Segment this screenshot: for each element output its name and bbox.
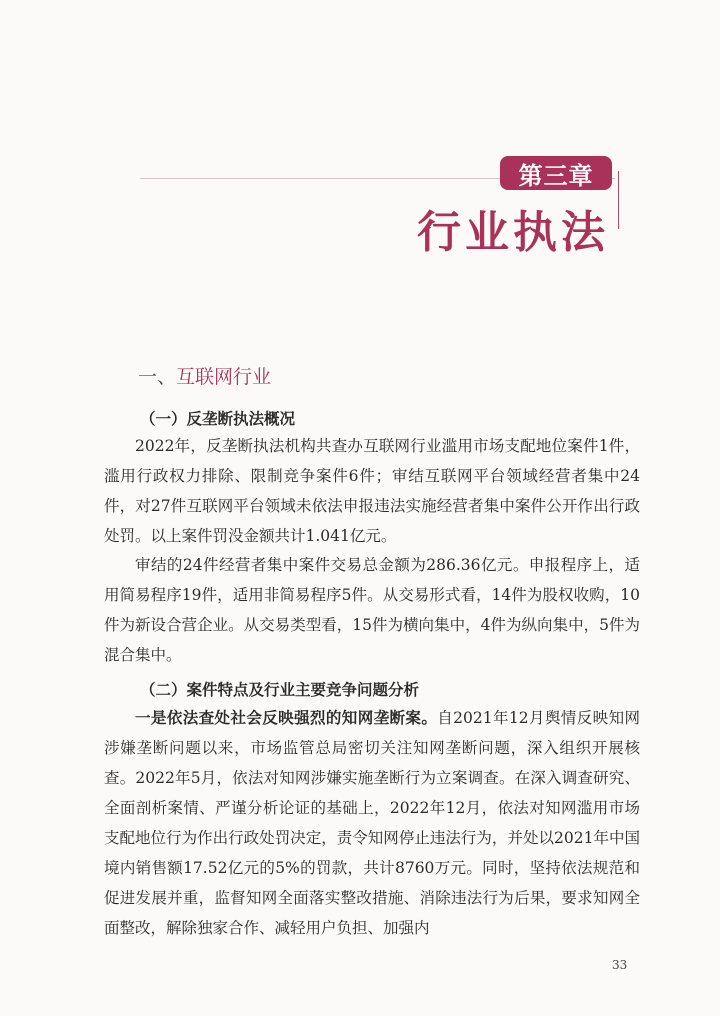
chapter-number: 第三章 bbox=[518, 161, 594, 190]
subsection-heading-2: （二）案件特点及行业主要竞争问题分析 bbox=[140, 681, 420, 699]
section-number: 一、 bbox=[138, 366, 177, 388]
body-paragraph-1: 2022年，反垄断执法机构共查办互联网行业滥用市场支配地位案件1件，滥用行政权力排除、限制竞争案件6件；审结互联网平台领域经营者集中24件，对27件互联网平台领域未依法申报违法实施经营者集中案件公开作出行政处罚。以上案件罚没金额共计1.041亿元。 bbox=[104, 437, 640, 545]
paragraph-lead: 一是依法查处社会反映强烈的知网垄断案。 bbox=[135, 708, 438, 727]
section-heading bbox=[138, 362, 271, 389]
page-number: 33 bbox=[612, 958, 628, 972]
chapter-title: 行业执法 bbox=[417, 207, 609, 258]
subsection-heading-1: （一）反垄断执法概况 bbox=[140, 410, 296, 428]
chapter-badge bbox=[500, 156, 612, 190]
chapter-vertical-line bbox=[618, 171, 619, 229]
paragraph-body: 自2021年12月舆情反映知网涉嫌垄断问题以来，市场监管总局密切关注知网垄断问题，深入组织开展核查。2022年5月，依法对知网涉嫌实施垄断行为立案调查。在深入调查研究、全面剖析案情、严谨分析论证的基础上，2022年12月，依法对知网滥用市场支配地位行为作出行政处罚决定，责令知网停止违法行为，并处以2021年中国境内销售额17.52亿元的5%的罚款，共计8760万元。同时，坚持依法规范和促进发展并重，监督知网全面落实整改措施、消除违法行为后果，要求知网全面整改，解除独家合作、减轻用户负担、加强内 bbox=[104, 709, 640, 937]
body-paragraph-2: 审结的24件经营者集中案件交易总金额为286.36亿元。申报程序上，适用简易程序19件，适用非简易程序5件。从交易形式看，14件为股权收购，10件为新设合营企业。从交易类型看，15件为横向集中，4件为纵向集中，5件为混合集中。 bbox=[104, 556, 640, 664]
section-title: 互联网行业 bbox=[176, 366, 272, 388]
body-paragraph-3 bbox=[104, 703, 640, 943]
